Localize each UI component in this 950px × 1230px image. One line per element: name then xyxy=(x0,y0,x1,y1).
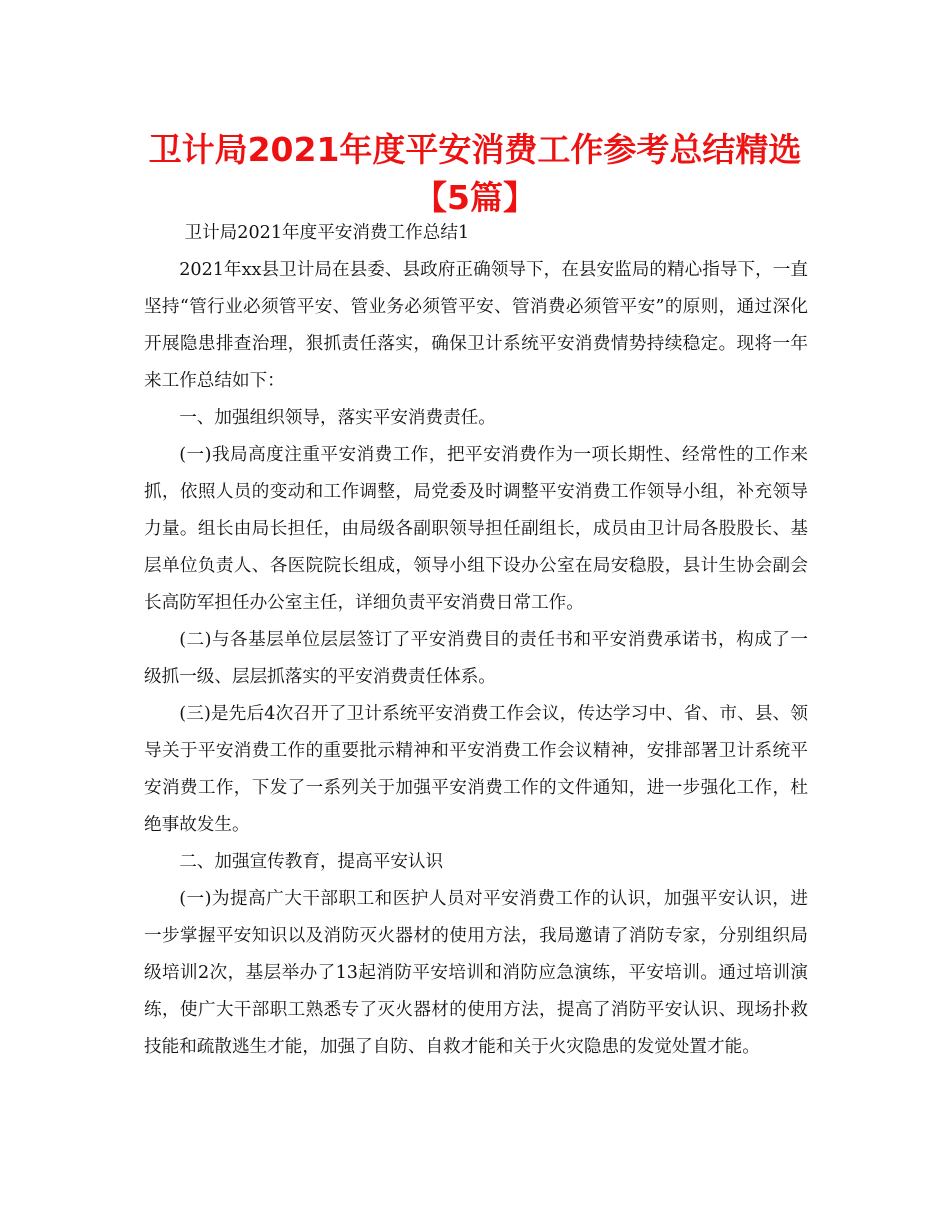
heading-section-2: 二、加强宣传教育，提高平安认识 xyxy=(179,852,444,872)
heading-section-1: 一、加强组织领导，落实平安消费责任。 xyxy=(179,408,496,428)
document-body xyxy=(144,215,808,1066)
paragraph-intro: 2021年xx县卫计局在县委、县政府正确领导下，在县安监局的精心指导下，一直坚持“管行业必须管平安、管业务必须管平安、管消费必须管平安”的原则，通过深化开展隐患排查治理，狠抓责任落实，确保卫计系统平安消费情势持续稳定。现将一年来工作总结如下： xyxy=(144,260,808,391)
paragraph-1-1: (一)我局高度注重平安消费工作，把平安消费作为一项长期性、经常性的工作来抓，依照人员的变动和工作调整，局党委及时调整平安消费工作领导小组，补充领导力量。组长由局长担任，由局级各副职领导担任副组长，成员由卫计局各股股长、基层单位负责人、各医院院长组成，领导小组下设办公室在局安稳股，县计生协会副会长高防军担任办公室主任，详细负责平安消费日常工作。 xyxy=(144,445,808,613)
section-subtitle: 卫计局2021年度平安消费工作总结1 xyxy=(184,223,470,243)
paragraph-1-3: (三)是先后4次召开了卫计系统平安消费工作会议，传达学习中、省、市、县、领导关于平安消费工作的重要批示精神和平安消费工作会议精神，安排部署卫计系统平安消费工作，下发了一系列关于加强平安消费工作的文件通知，进一步强化工作，杜绝事故发生。 xyxy=(144,704,808,835)
document-title-line-1: 卫计局2021年度平安消费工作参考总结精选 xyxy=(148,130,802,169)
document-title-line-2: 【5篇】 xyxy=(414,178,536,217)
paragraph-1-2: (二)与各基层单位层层签订了平安消费目的责任书和平安消费承诺书，构成了一级抓一级、层层抓落实的平安消费责任体系。 xyxy=(144,630,808,687)
paragraph-2-1: (一)为提高广大干部职工和医护人员对平安消费工作的认识，加强平安认识，进一步掌握平安知识以及消防灭火器材的使用方法，我局邀请了消防专家，分别组织局级培训2次，基层举办了13起消防平安培训和消防应急演练，平安培训。通过培训演练，使广大干部职工熟悉专了灭火器材的使用方法，提高了消防平安认识、现场扑救技能和疏散逃生才能，加强了自防、自救才能和关于火灾隐患的发觉处置才能。 xyxy=(144,889,808,1057)
